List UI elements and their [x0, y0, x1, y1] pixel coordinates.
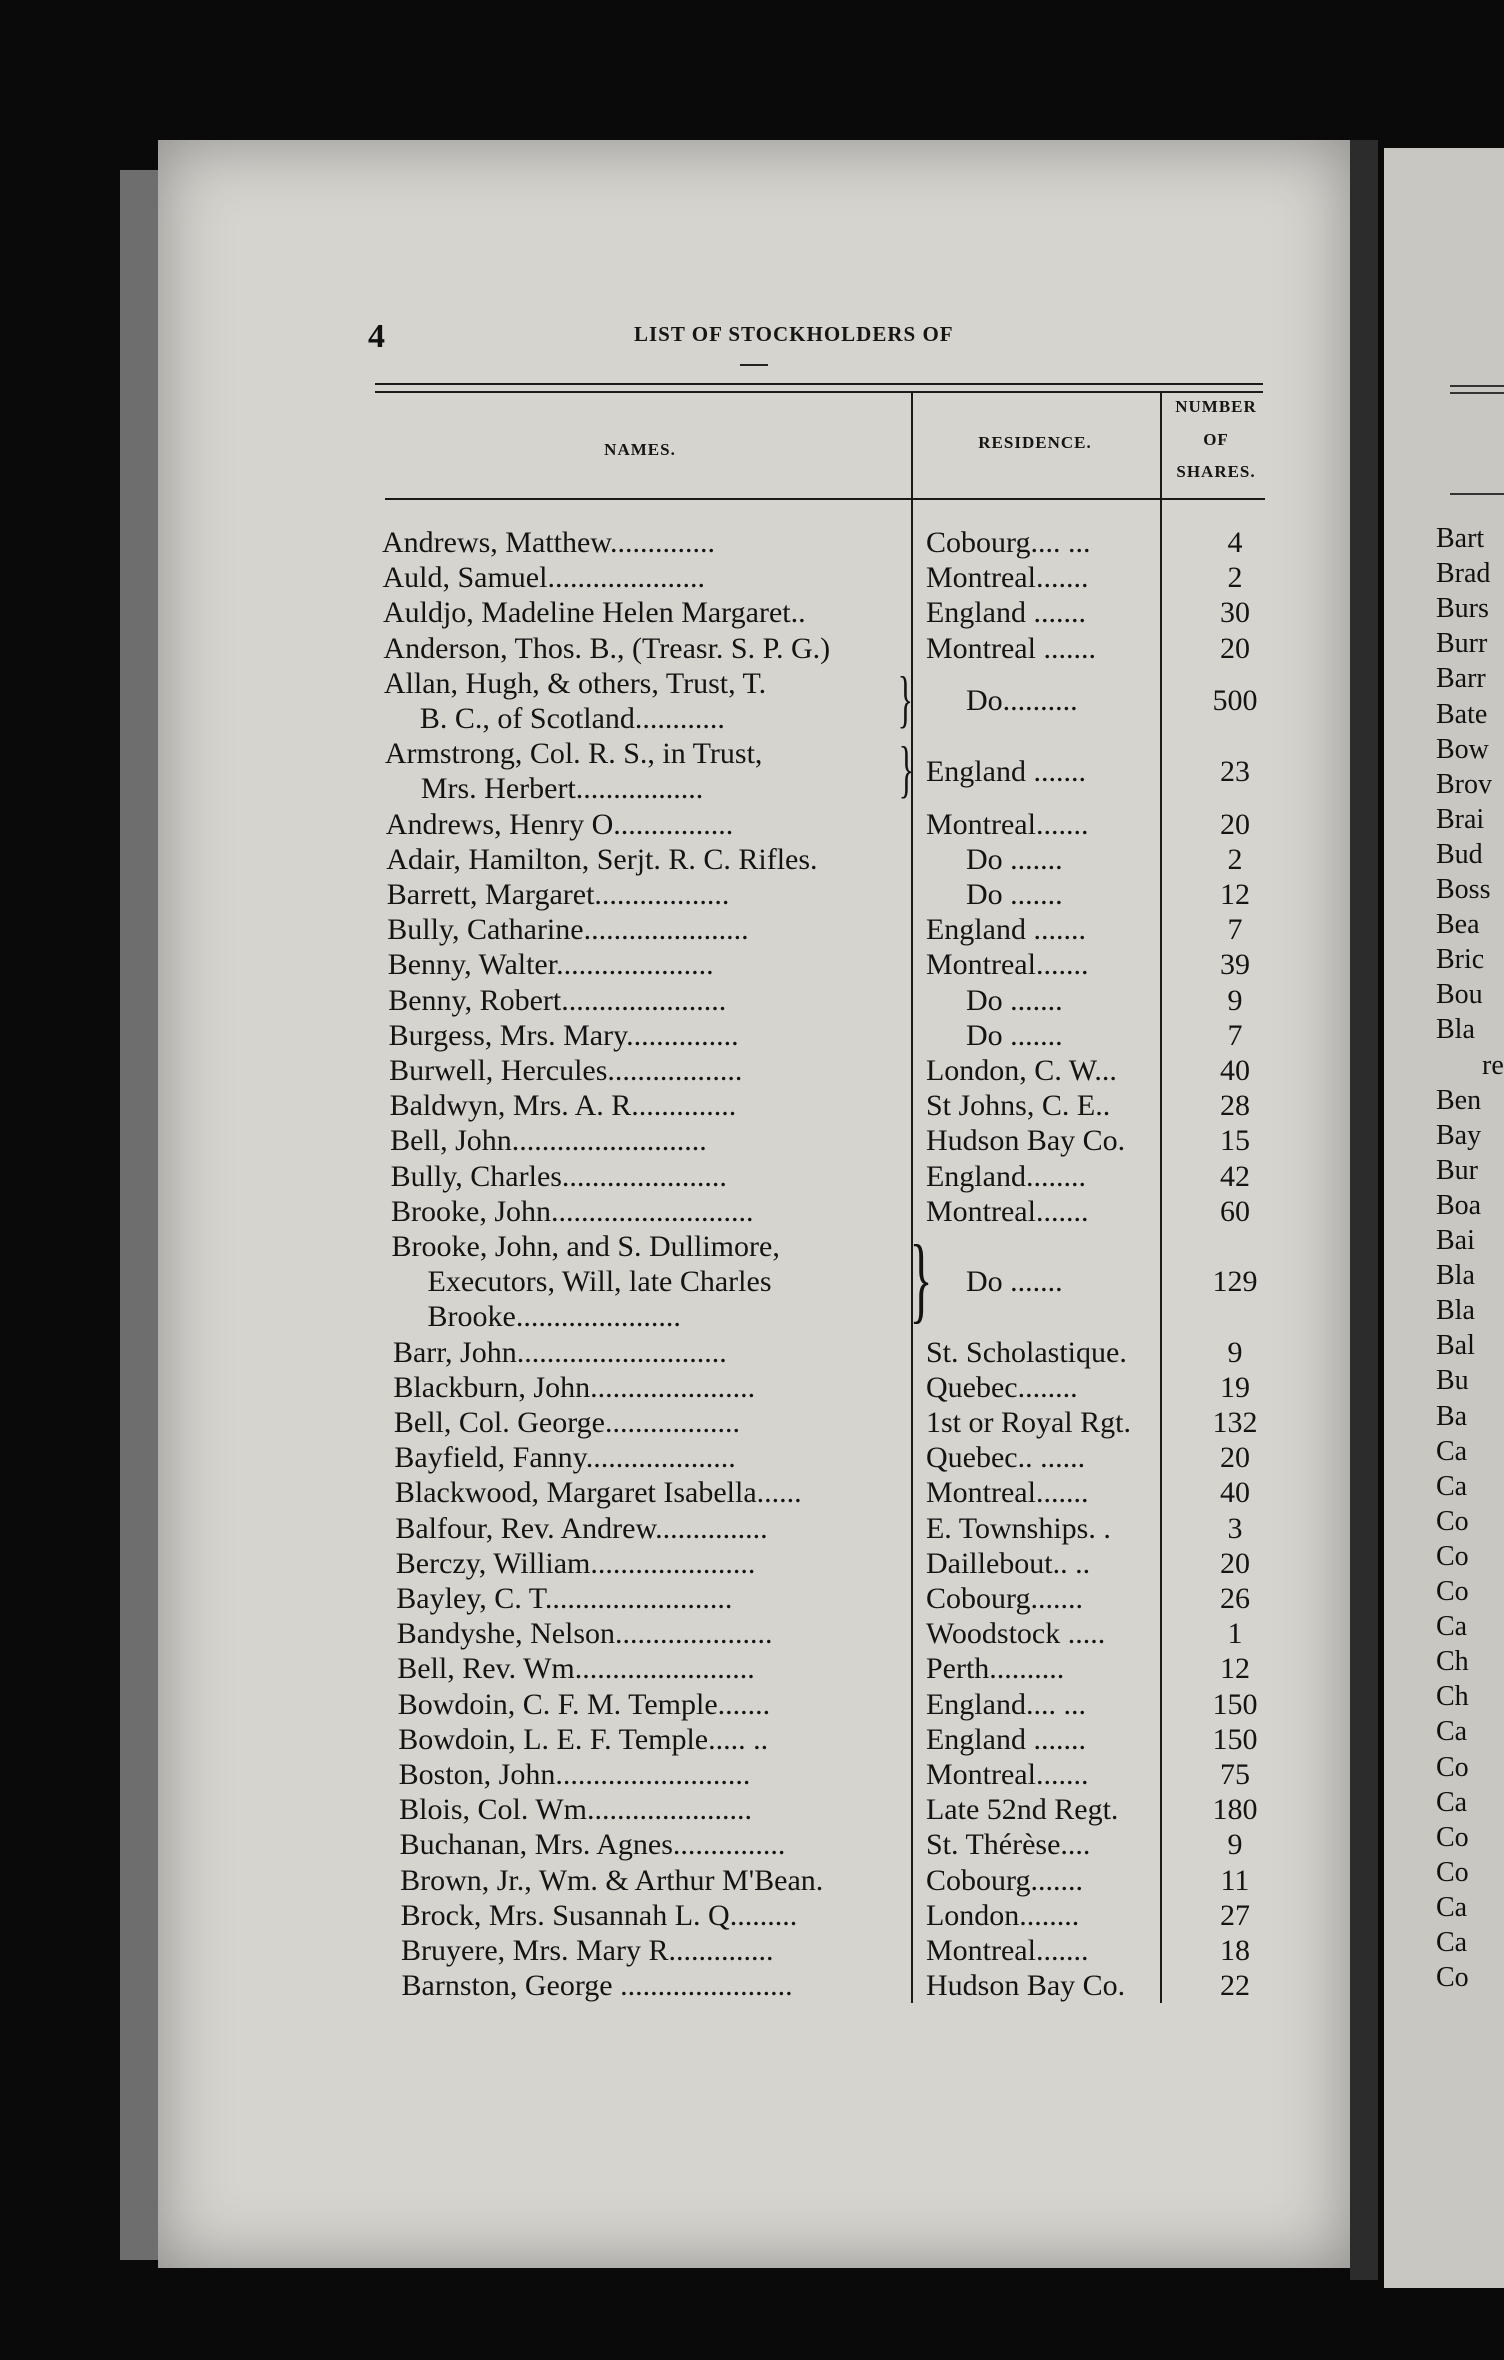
shares-cell: 9	[1227, 1335, 1243, 1369]
table-row	[387, 877, 1287, 912]
page-number: 4	[368, 318, 385, 355]
shares-cell: 15	[1219, 1124, 1250, 1158]
residence-cell: Woodstock .....	[925, 1617, 1106, 1651]
header-rule-bottom	[385, 498, 1265, 500]
next-page-fragment: Co	[1436, 1821, 1469, 1853]
next-page-fragment: Bla	[1436, 1260, 1475, 1292]
table-row	[398, 1687, 1298, 1722]
next-page-fragment: Ca	[1436, 1611, 1468, 1643]
residence-cell: Hudson Bay Co.	[925, 1969, 1126, 2003]
stockholder-name: Bully, Charles......................	[390, 1159, 727, 1193]
residence-cell: Do .......	[965, 1265, 1063, 1299]
shares-cell: 27	[1219, 1898, 1250, 1932]
residence-cell: Do .......	[965, 1018, 1063, 1052]
shares-cell: 20	[1219, 1441, 1250, 1475]
residence-cell: London, C. W...	[925, 1054, 1117, 1087]
next-page-fragment: Bla	[1436, 1295, 1475, 1327]
table-row	[396, 1581, 1296, 1616]
shares-cell: 132	[1212, 1406, 1258, 1439]
residence-cell: England........	[925, 1159, 1086, 1193]
shares-cell: 28	[1219, 1089, 1250, 1123]
next-page-fragment: Boa	[1436, 1189, 1482, 1221]
table-row	[383, 631, 1283, 666]
next-page-fragment: Bea	[1436, 909, 1480, 941]
stockholder-name: Adair, Hamilton, Serjt. R. C. Rifles.	[386, 842, 818, 876]
table-row	[399, 1757, 1299, 1792]
residence-cell: England .......	[925, 1722, 1086, 1756]
next-page-fragment: Co	[1436, 1540, 1469, 1572]
next-page-rule	[1450, 392, 1504, 394]
table-row	[401, 1898, 1301, 1933]
table-row	[402, 1968, 1302, 2003]
next-page-fragment: re	[1482, 1049, 1504, 1081]
residence-cell: Montreal.......	[925, 1758, 1089, 1791]
next-page-fragment: Bou	[1436, 979, 1483, 1011]
next-page-fragment: Bai	[1436, 1225, 1475, 1256]
next-page-fragment: Ca	[1436, 1891, 1468, 1923]
shares-cell: 20	[1219, 1546, 1250, 1580]
table-row	[383, 595, 1283, 630]
residence-cell: Cobourg.... ...	[926, 526, 1091, 559]
stockholder-name: Brown, Jr., Wm. & Arthur M'Bean.	[400, 1863, 824, 1897]
residence-cell: Do .......	[965, 983, 1063, 1017]
shares-cell: 39	[1219, 948, 1250, 982]
running-title: LIST OF STOCKHOLDERS OF	[634, 322, 954, 346]
stockholder-name: Bruyere, Mrs. Mary R..............	[401, 1934, 774, 1967]
shares-cell: 18	[1219, 1934, 1250, 1967]
table-row	[394, 1405, 1294, 1440]
header-rule-top	[375, 383, 1263, 385]
next-page-fragment: Bart	[1436, 523, 1485, 554]
table-row	[389, 1018, 1289, 1053]
residence-cell: London........	[925, 1898, 1080, 1932]
stockholder-name: Burgess, Mrs. Mary...............	[388, 1018, 739, 1052]
stockholder-name: Blois, Col. Wm......................	[399, 1793, 752, 1827]
next-page-fragment: Bay	[1436, 1119, 1482, 1151]
table-row	[393, 1335, 1293, 1370]
shares-cell: 150	[1212, 1687, 1258, 1721]
residence-cell: England .......	[925, 754, 1086, 788]
table-row	[397, 1651, 1297, 1686]
stockholder-name: Bully, Catharine......................	[387, 913, 749, 947]
next-page-fragment: Brov	[1436, 768, 1492, 800]
header-shares-line2: OF	[1203, 430, 1229, 449]
next-page-fragment: Co	[1436, 1576, 1469, 1607]
header-shares-line1: NUMBER	[1175, 397, 1257, 416]
stockholder-name: Brock, Mrs. Susannah L. Q.........	[400, 1898, 798, 1932]
stockholder-name: Baldwyn, Mrs. A. R..............	[389, 1089, 737, 1123]
stockholder-name: Armstrong, Col. R. S., in Trust,	[384, 737, 763, 771]
residence-cell: Cobourg.......	[925, 1582, 1083, 1615]
shares-cell: 75	[1219, 1758, 1250, 1791]
brace-icon: }	[897, 662, 913, 734]
next-page-fragment: Co	[1436, 1962, 1469, 1994]
shares-cell: 23	[1219, 754, 1250, 788]
residence-cell: Late 52nd Regt.	[925, 1793, 1119, 1827]
stockholder-name: Anderson, Thos. B., (Treasr. S. P. G.)	[383, 631, 831, 665]
residence-cell: E. Townships. .	[925, 1511, 1111, 1545]
table-row	[388, 947, 1288, 982]
next-page-fragment: Bu	[1436, 1365, 1469, 1397]
residence-cell: Daillebout.. ..	[925, 1546, 1091, 1580]
stockholder-name: Barr, John............................	[392, 1335, 727, 1369]
shares-cell: 2	[1227, 561, 1243, 595]
shares-cell: 500	[1212, 684, 1258, 718]
next-page-fragment: Burr	[1436, 628, 1488, 660]
shares-cell: 40	[1219, 1054, 1250, 1087]
next-page-fragment: Bal	[1436, 1330, 1475, 1362]
next-page-fragment: Bric	[1436, 944, 1485, 976]
next-page-fragment: Bow	[1436, 733, 1489, 765]
table-row	[401, 1933, 1301, 1968]
residence-cell: 1st or Royal Rgt.	[925, 1406, 1131, 1439]
shares-cell: 2	[1227, 842, 1243, 876]
header-rule-top-2	[375, 391, 1263, 393]
table-row	[395, 1511, 1295, 1546]
table-row	[386, 807, 1286, 842]
table-row	[382, 525, 1282, 560]
next-page-fragment: Co	[1436, 1856, 1469, 1888]
stockholder-name: Bayfield, Fanny....................	[394, 1441, 736, 1475]
next-page-fragment: Bud	[1436, 838, 1483, 870]
stockholder-name: Bell, Col. George..................	[393, 1406, 740, 1439]
header-residence: RESIDENCE.	[978, 433, 1092, 452]
stockholder-name: Executors, Will, late Charles	[427, 1265, 772, 1299]
stockholder-name: Burwell, Hercules..................	[389, 1054, 743, 1087]
header-names: NAMES.	[604, 440, 676, 459]
table-row	[388, 983, 1288, 1018]
next-page-fragment: Ch	[1436, 1646, 1469, 1678]
next-page-fragment: Brai	[1436, 803, 1485, 835]
table-row	[387, 912, 1287, 947]
stockholder-name: Bowdoin, L. E. F. Temple..... ..	[398, 1722, 769, 1756]
shares-cell: 150	[1212, 1722, 1258, 1756]
shares-cell: 4	[1227, 526, 1243, 559]
table-row	[382, 560, 1282, 595]
next-page-fragment: Bur	[1436, 1154, 1478, 1186]
stockholder-name: Bandyshe, Nelson.....................	[396, 1617, 773, 1651]
table-row	[398, 1722, 1298, 1757]
shares-cell: 22	[1219, 1969, 1250, 2003]
residence-cell: England .......	[925, 596, 1086, 630]
next-page-fragment: Co	[1436, 1751, 1469, 1783]
stockholder-name: Benny, Walter.....................	[387, 948, 714, 982]
stockholder-name: Bayley, C. T.........................	[396, 1582, 733, 1615]
table-row	[393, 1370, 1293, 1405]
stockholder-name: Bell, Rev. Wm........................	[397, 1652, 755, 1686]
shares-cell: 180	[1212, 1793, 1258, 1827]
shares-cell: 11	[1220, 1863, 1250, 1897]
next-page-fragment: Barr	[1436, 663, 1486, 695]
next-page-rule	[1450, 385, 1504, 387]
next-page-fragment: Ca	[1436, 1435, 1468, 1467]
shares-cell: 19	[1219, 1370, 1250, 1404]
table-row	[397, 1616, 1297, 1651]
residence-cell: England.... ...	[925, 1687, 1086, 1721]
book-spine	[1350, 140, 1378, 2280]
next-page-fragment: Ca	[1436, 1716, 1468, 1748]
stockholder-name: Blackwood, Margaret Isabella......	[394, 1476, 802, 1510]
table-row	[399, 1792, 1299, 1827]
shares-cell: 42	[1219, 1159, 1250, 1193]
stockholder-name: Brooke, John, and S. Dullimore,	[391, 1230, 780, 1263]
stockholder-name: Buchanan, Mrs. Agnes...............	[399, 1828, 786, 1862]
stockholder-name: Berczy, William......................	[395, 1546, 756, 1580]
shares-cell: 26	[1219, 1582, 1250, 1615]
shares-cell: 40	[1219, 1476, 1250, 1510]
stockholder-name: Andrews, Henry O................	[385, 807, 734, 841]
residence-cell: Quebec........	[925, 1370, 1078, 1404]
shares-cell: 7	[1227, 913, 1243, 947]
table-row	[396, 1546, 1296, 1581]
stockholder-name: B. C., of Scotland............	[419, 701, 725, 735]
next-page-fragment: Boss	[1436, 874, 1491, 905]
residence-cell: Do..........	[965, 684, 1078, 718]
next-page-fragment: Bla	[1436, 1014, 1475, 1046]
residence-cell: England .......	[925, 913, 1086, 947]
brace-icon: }	[898, 733, 914, 805]
next-page-fragment: Ca	[1436, 1470, 1468, 1502]
next-page-fragment: Ca	[1436, 1786, 1468, 1818]
next-page-fragment: Ca	[1436, 1927, 1468, 1958]
residence-cell: Do .......	[965, 878, 1063, 911]
residence-cell: Montreal.......	[925, 561, 1089, 595]
shares-cell: 7	[1227, 1018, 1243, 1052]
shares-cell: 20	[1219, 631, 1250, 665]
stockholder-name: Barnston, George .......................	[401, 1969, 793, 2003]
next-page-fragment: Brad	[1436, 558, 1491, 590]
table-row	[384, 733, 1285, 806]
stockholder-name: Andrews, Matthew..............	[382, 526, 716, 559]
residence-cell: Cobourg.......	[925, 1863, 1083, 1897]
stockholder-name: Auldjo, Madeline Helen Margaret..	[382, 596, 806, 630]
table-row	[391, 1194, 1291, 1229]
shares-cell: 20	[1219, 807, 1250, 841]
table-row	[386, 842, 1286, 877]
shares-cell: 3	[1227, 1511, 1243, 1545]
brace-icon: }	[909, 1224, 933, 1332]
table-row	[394, 1440, 1294, 1475]
residence-cell: Montreal.......	[925, 1476, 1089, 1510]
stockholder-name: Allan, Hugh, & others, Trust, T.	[383, 666, 767, 700]
stockholder-name: Bell, John..........................	[390, 1124, 707, 1158]
table-row	[395, 1475, 1295, 1510]
next-page-fragment: Ba	[1436, 1400, 1468, 1432]
stockholder-name: Mrs. Herbert.................	[420, 772, 704, 806]
shares-cell: 129	[1212, 1265, 1258, 1299]
next-page-fragment: Ch	[1436, 1681, 1469, 1713]
shares-cell: 9	[1227, 1828, 1243, 1862]
shares-cell: 12	[1219, 1652, 1250, 1686]
residence-cell: Montreal .......	[925, 631, 1096, 665]
stockholder-name: Auld, Samuel.....................	[382, 561, 705, 595]
residence-cell: Montreal.......	[925, 1934, 1089, 1967]
table-row	[390, 1088, 1290, 1123]
stockholder-name: Blackburn, John......................	[393, 1370, 756, 1404]
table-row	[400, 1827, 1300, 1862]
stockholder-name: Barrett, Margaret..................	[386, 878, 730, 911]
next-page-fragment: Bate	[1436, 698, 1488, 730]
residence-cell: Hudson Bay Co.	[925, 1124, 1126, 1158]
residence-cell: St. Thérèse....	[925, 1828, 1091, 1862]
shares-cell: 9	[1227, 983, 1243, 1017]
residence-cell: St. Scholastique.	[925, 1335, 1127, 1369]
residence-cell: Quebec.. ......	[925, 1441, 1086, 1475]
stockholder-name: Bowdoin, C. F. M. Temple.......	[397, 1687, 771, 1721]
residence-cell: Montreal.......	[925, 948, 1089, 982]
stockholder-name: Brooke......................	[427, 1300, 681, 1334]
table-row	[391, 1224, 1292, 1335]
residence-cell: Montreal.......	[925, 807, 1089, 841]
shares-cell: 30	[1219, 596, 1250, 630]
next-page-fragment: Burs	[1436, 593, 1489, 625]
header-shares-line3: SHARES.	[1176, 462, 1256, 481]
table-row	[383, 662, 1284, 736]
stockholder-name: Balfour, Rev. Andrew...............	[395, 1511, 768, 1545]
shares-cell: 1	[1227, 1617, 1243, 1651]
shares-cell: 12	[1219, 878, 1250, 911]
table-row	[400, 1863, 1300, 1898]
shares-cell: 60	[1219, 1194, 1250, 1228]
residence-cell: Perth..........	[925, 1652, 1065, 1686]
table-row	[391, 1159, 1291, 1194]
stockholder-name: Benny, Robert......................	[388, 983, 727, 1017]
residence-cell: St Johns, C. E..	[925, 1089, 1111, 1123]
next-page-rule	[1450, 493, 1504, 495]
next-page-fragment: Ben	[1436, 1084, 1482, 1116]
stockholder-name: Brooke, John...........................	[391, 1194, 754, 1228]
next-page-fragment: Co	[1436, 1505, 1469, 1537]
residence-cell: Montreal.......	[925, 1194, 1089, 1228]
table-row	[389, 1053, 1289, 1088]
residence-cell: Do .......	[965, 842, 1063, 876]
title-dash	[740, 364, 768, 366]
table-row	[390, 1123, 1290, 1158]
stockholder-name: Boston, John..........................	[398, 1758, 751, 1791]
